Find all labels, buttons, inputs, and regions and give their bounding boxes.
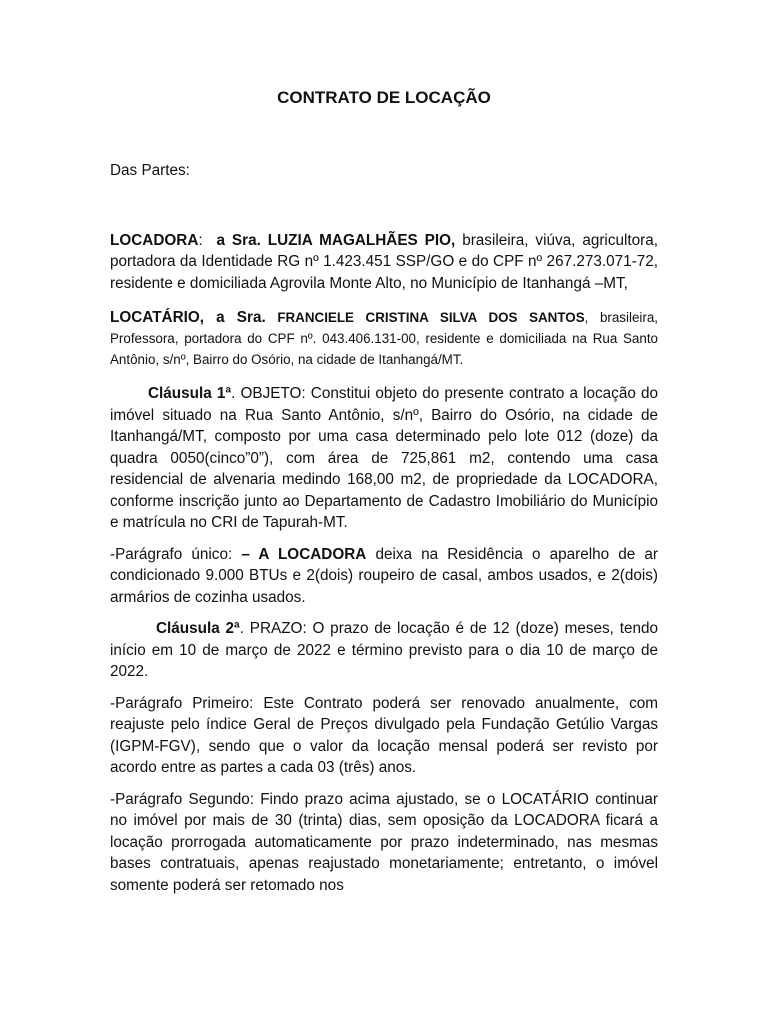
locatario-name: FRANCIELE CRISTINA SILVA DOS SANTOS [265,310,585,325]
paragrafo-unico-dash: – A [241,545,278,563]
clausula-2-text: . PRAZO: O prazo de locação é de 12 (doze) meses, tendo início em 10 de março de 2022 e término previsto para o dia 10 de março de 2022. [110,620,658,680]
clausula-1-paragraph [110,383,658,534]
document-title: CONTRATO DE LOCAÇÃO [277,88,491,107]
paragrafo-unico-bold: LOCADORA [277,545,367,563]
locatario-paragraph [110,307,658,370]
locadora-label: LOCADORA [110,231,199,249]
locadora-separator: : [198,231,217,249]
clausula-2-paragraph [110,618,658,683]
paragrafo-unico-prefix: -Parágrafo único: [110,545,242,563]
paragrafo-primeiro: -Parágrafo Primeiro: Este Contrato poderá ser renovado anualmente, com reajuste pelo índice Geral de Preços divulgado pela Fundação Getúlio Vargas (IGPM-FGV), sendo que o valor da locação mensal poderá ser revisto por acordo entre as partes a cada 03 (três) anos. [110,694,658,776]
locadora-paragraph [110,230,658,295]
locatario-label: LOCATÁRIO, a Sra. [110,309,266,326]
paragrafo-unico-paragraph [110,544,658,609]
paragrafo-unico-text: deixa na Residência o aparelho de ar condicionado 9.000 BTUs e 2(dois) roupeiro de casal, ambos usados, e 2(dois) armários de cozinha usados. [110,545,659,606]
clausula-2-label: Cláusula 2ª [156,620,240,637]
locadora-name: a Sra. LUZIA MAGALHÃES PIO, [216,231,456,249]
locatario-text: , brasileira, Professora, portadora do CPF nº. 043.406.131-00, residente e domiciliada na Rua Santo Antônio, s/nº, Bairro do Osório, na cidade de Itanhangá/MT. [110,310,658,367]
parties-heading: Das Partes: [110,162,190,179]
clausula-1-text: . OBJETO: Constitui objeto do presente contrato a locação do imóvel situado na Rua Santo Antônio, s/nº, Bairro do Osório, na cidade de Itanhangá/MT, composto por uma casa determinado pelo lote 012 (doze) da quadra 0050(cinco”0”), com área de 725,861 m2, contendo uma casa residencial de alvenaria medindo 168,00 m2, de propriedade da LOCADORA, conforme inscrição junto ao Departamento de Cadastro Imobiliário do Município e matrícula no CRI de Tapurah-MT. [110,385,658,531]
locadora-text: brasileira, viúva, agricultora, portadora da Identidade RG nº 1.423.451 SSP/GO e do CPF nº 267.273.071-72, residente e domiciliada Agrovila Monte Alto, no Município de Itanhangá –MT, [110,231,658,292]
clausula-1-label: Cláusula 1ª [148,385,232,402]
paragrafo-segundo: -Parágrafo Segundo: Findo prazo acima ajustado, se o LOCATÁRIO continuar no imóvel por mais de 30 (trinta) dias, sem oposição da LOCADORA ficará a locação prorrogada automaticamente por prazo indeterminado, nas mesmas bases contratuais, apenas reajustado monetariamente; entretanto, o imóvel somente poderá ser retomado nos [110,790,658,894]
